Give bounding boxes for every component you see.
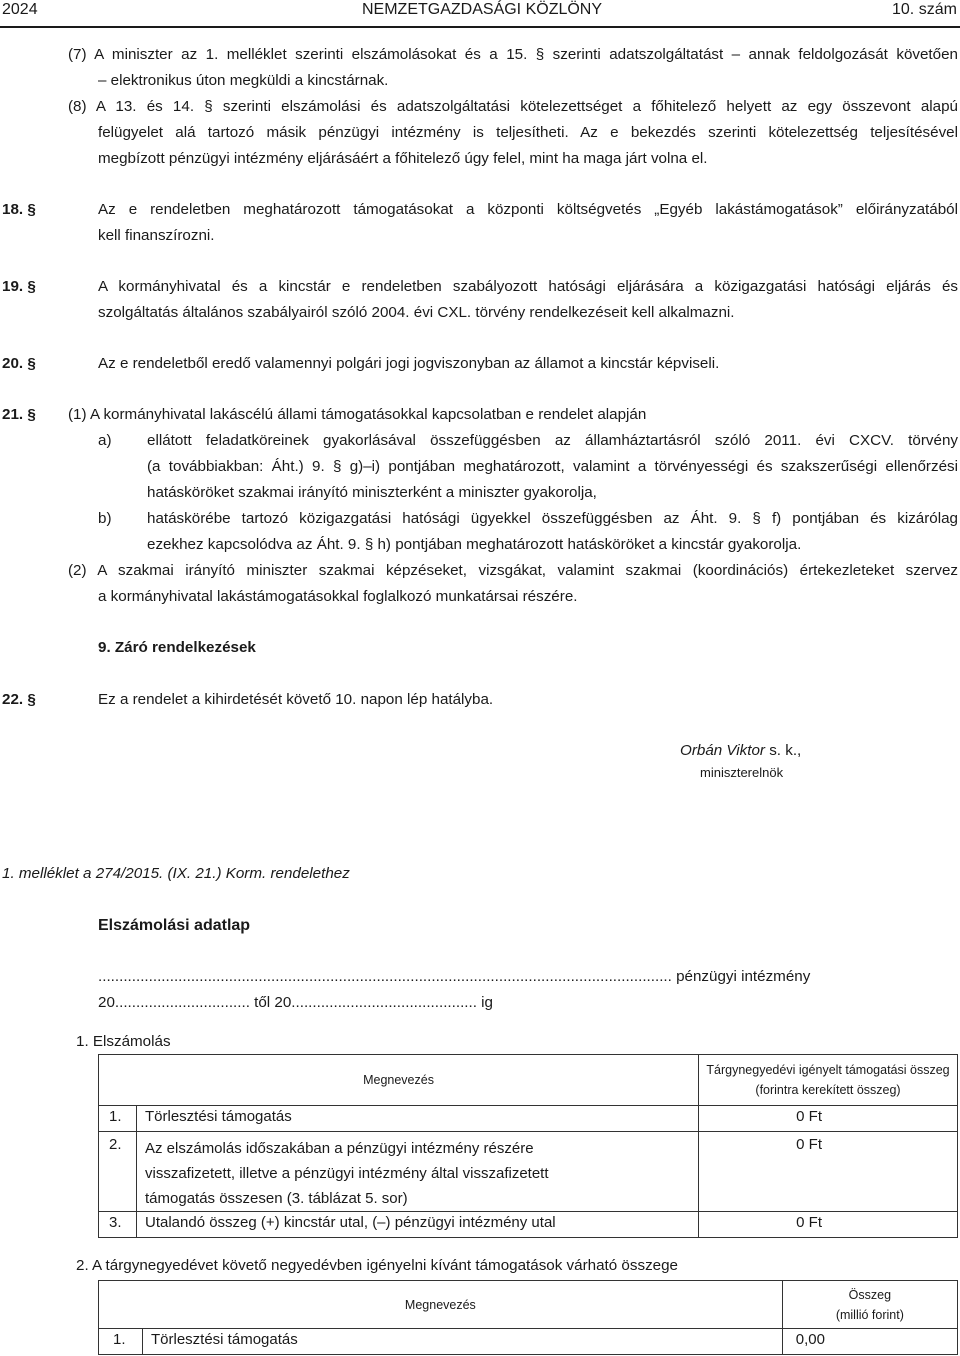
institution-line: ........................................................................................................................................ pénzügyi intézmény xyxy=(98,968,811,985)
para-17-7-line1: (7) A miniszter az 1. melléklet szerinti elszámolásokat és a 15. § szerinti adatszolgáltatást – annak feldolgozását követően xyxy=(68,46,958,63)
row-number: 2. xyxy=(99,1132,137,1212)
section-20-number: 20. § xyxy=(2,355,36,372)
table-header-row xyxy=(99,1055,958,1106)
chapter-heading: 9. Záró rendelkezések xyxy=(98,639,256,656)
signer-title: miniszterelnök xyxy=(700,765,784,780)
row-amount: 0 Ft xyxy=(699,1212,958,1238)
table-row xyxy=(99,1132,958,1212)
section-20-line1: Az e rendeletből eredő valamennyi polgári jogi jogviszonyban az államot a kincstár képviseli. xyxy=(98,355,720,372)
section-21-number: 21. § xyxy=(2,406,36,423)
section-18-number: 18. § xyxy=(2,201,36,218)
section-21-a-line2: (a továbbiakban: Áht.) 9. § g)–i) pontjában meghatározott, valamint a törvényességi és szakszerűségi ellenőrzési xyxy=(147,458,958,475)
row-label-line3: támogatás összesen (3. táblázat 5. sor) xyxy=(145,1190,408,1207)
section-19-number: 19. § xyxy=(2,278,36,295)
section-21-para2-line2: a kormányhivatal lakástámogatásokkal foglalkozó munkatársai részére. xyxy=(98,588,578,605)
page-header xyxy=(0,0,960,26)
section-19-line1: A kormányhivatal és a kincstár e rendeletben szabályozott hatósági eljárására a közigazgatási hatósági eljárás és xyxy=(98,278,958,295)
header-name: Megnevezés xyxy=(404,1297,476,1312)
signer-name: Orbán Viktor xyxy=(680,742,765,759)
row-number: 3. xyxy=(99,1212,137,1238)
section-19-line2: szolgáltatás általános szabályairól szóló 2004. évi CXL. törvény rendelkezéseit kell alkalmazni. xyxy=(98,304,735,321)
row-label-line2: visszafizetett, illetve a pénzügyi intézmény által visszafizetett xyxy=(145,1165,549,1182)
issue-number: 10. szám xyxy=(892,1,957,18)
row-label: Törlesztési támogatás xyxy=(137,1106,699,1132)
row-label: Utalandó összeg (+) kincstár utal, (–) pénzügyi intézmény utal xyxy=(137,1212,699,1238)
journal-title: NEMZETGAZDASÁGI KÖZLÖNY xyxy=(362,1,603,18)
period-line: 20................................ től 20............................................ ig xyxy=(98,994,493,1011)
row-label xyxy=(137,1132,699,1212)
page-number: 2024 xyxy=(2,1,38,18)
row-amount: 0 Ft xyxy=(699,1132,958,1212)
section-18-line2: kell finanszírozni. xyxy=(98,227,215,244)
section-21-b-line1: hatáskörébe tartozó közigazgatási hatósági ügyekkel összefüggésben az Áht. 9. § f) pontjában és kizárólag xyxy=(147,510,958,527)
para-17-7-line2: – elektronikus úton megküldi a kincstárnak. xyxy=(98,72,389,89)
annex-title xyxy=(2,864,350,884)
signer-sk: s. k., xyxy=(764,742,802,759)
section-21-b-marker: b) xyxy=(98,510,112,527)
table-row xyxy=(99,1329,958,1355)
header-amount-line2: (millió forint) xyxy=(835,1307,904,1322)
section-21-para2-line1: (2) A szakmai irányító miniszter szakmai képzéseket, vizsgákat, valamint szakmai (koordinációs) értekezleteket szervez xyxy=(68,562,958,579)
section-21-b-line2: ezekhez kapcsolódva az Áht. 9. § h) pontjában meghatározott hatásköröket a kincstár gyakorolja. xyxy=(147,536,802,553)
section-22-line1: Ez a rendelet a kihirdetését követő 10. napon lép hatályba. xyxy=(98,691,494,708)
header-amount-line1: Tárgynegyedévi igényelt támogatási összeg xyxy=(706,1063,950,1077)
header-name: Megnevezés xyxy=(363,1073,434,1087)
para-17-8-line2: felügyelet alá tartozó másik pénzügyi intézmény is teljesítheti. Az e bekezdés szerinti kötelezettség teljesítésével xyxy=(98,124,958,141)
row-label: Törlesztési támogatás xyxy=(143,1329,783,1355)
forecast-table xyxy=(98,1280,958,1355)
annex-title-suffix: rendelethez xyxy=(266,865,350,882)
annex-title-ref: 1. melléklet a 274/2015. (IX. 21.) Korm. xyxy=(2,865,267,882)
settlement-table xyxy=(98,1054,958,1238)
header-name-cell xyxy=(99,1055,699,1106)
section-18-line1: Az e rendeletben meghatározott támogatásokat a központi költségvetés „Egyéb lakástámogatások” előirányzatából xyxy=(98,201,958,218)
section-21-a-marker: a) xyxy=(98,432,112,449)
table-row xyxy=(99,1106,958,1132)
row-label-line1: Az elszámolás időszakában a pénzügyi intézmény részére xyxy=(145,1140,534,1157)
section-21-a-line3: hatásköröket szakmai irányító miniszterként a miniszter gyakorolja, xyxy=(147,484,597,501)
form-title: Elszámolási adatlap xyxy=(98,917,251,934)
section-21-para1: (1) A kormányhivatal lakáscélú állami támogatásokkal kapcsolatban e rendelet alapján xyxy=(68,406,647,423)
header-name-cell xyxy=(99,1281,783,1329)
section-21-a-line1: ellátott feladatköreinek gyakorlásával összefüggésben az államháztartásról szóló 2011. évi CXCV. törvény xyxy=(147,432,958,449)
header-amount-line1: Összeg xyxy=(848,1287,892,1302)
row-amount: 0 Ft xyxy=(699,1106,958,1132)
para-17-8-line1: (8) A 13. és 14. § szerinti elszámolási és adatszolgáltatási kötelezettséget a főhitelező helyett az egy összevont alapú xyxy=(68,98,958,115)
table-header-row xyxy=(99,1281,958,1329)
row-amount: 0,00 xyxy=(782,1329,957,1355)
section-1-heading: 1. Elszámolás xyxy=(76,1033,171,1050)
section-22-number: 22. § xyxy=(2,691,36,708)
row-number: 1. xyxy=(99,1106,137,1132)
row-number: 1. xyxy=(99,1329,143,1355)
header-amount-cell xyxy=(782,1281,957,1329)
header-rule xyxy=(0,26,960,28)
section-2-heading: 2. A tárgynegyedévet követő negyedévben igényelni kívánt támogatások várható összege xyxy=(76,1257,678,1274)
signature xyxy=(680,741,801,761)
para-17-8-line3: megbízott pénzügyi intézmény eljárásáért a főhitelező úgy felel, mint ha maga járt volna el. xyxy=(98,150,708,167)
header-amount-line2: (forintra kerekített összeg) xyxy=(755,1083,901,1097)
table-row xyxy=(99,1212,958,1238)
header-amount-cell xyxy=(699,1055,958,1106)
